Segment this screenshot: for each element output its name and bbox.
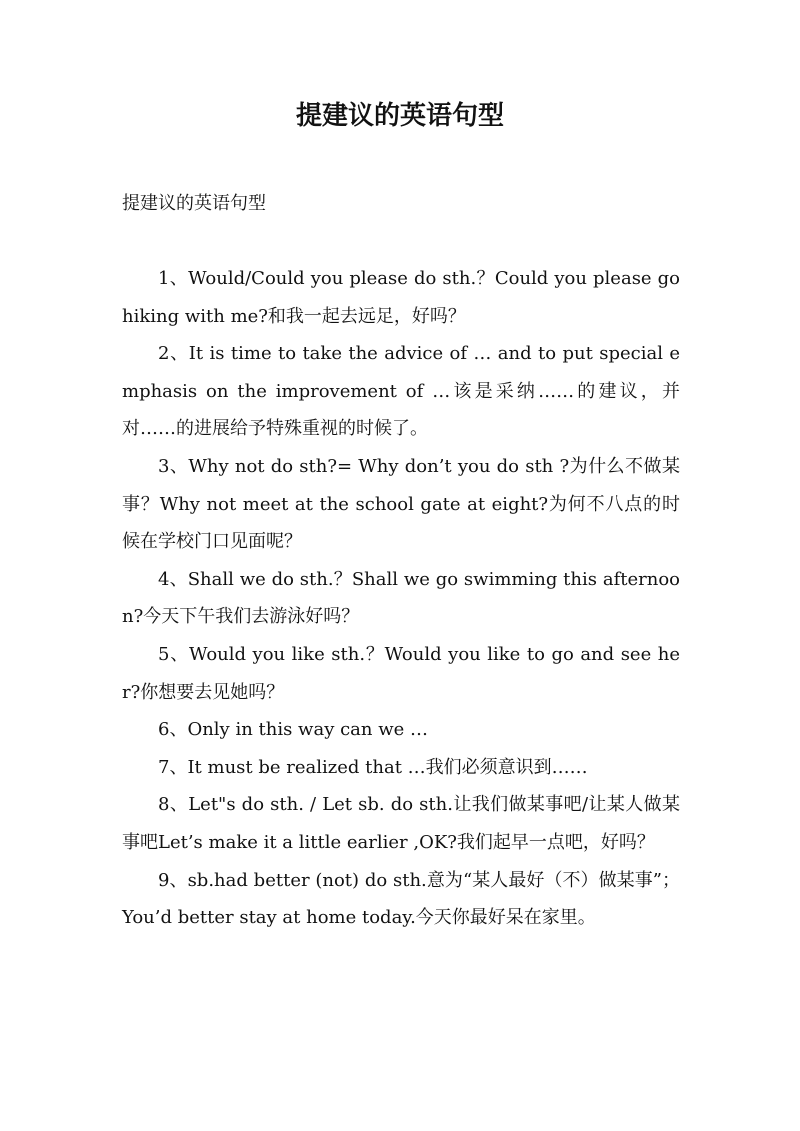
document-subtitle: 提建议的英语句型 bbox=[122, 193, 266, 214]
paragraph-7: 7、It must be realized that …我们必须意识到…… bbox=[158, 756, 588, 778]
paragraph-4: 4、Shall we do sth.？Shall we go swimming this afternoon?今天下午我们去游泳好吗？ bbox=[122, 568, 680, 628]
paragraph-8: 8、Let"s do sth. / Let sb. do sth.让我们做某事吧/让某人做某事吧Let’s make it a little earlier ,OK?我们起早一点吧，好吗？ bbox=[122, 794, 680, 853]
paragraph-2: 2、It is time to take the advice of … and to put special emphasis on the improvement of …该是采纳……的建议，并对……的进展给予特殊重视的时候了。 bbox=[122, 343, 680, 440]
paragraph-3: 3、Why not do sth?= Why don’t you do sth ?为什么不做某事？Why not meet at the school gate at eight?为何不八点的时候在学校门口见面呢？ bbox=[122, 455, 680, 553]
paragraph-1: 1、Would/Could you please do sth.？Could you please go hiking with me?和我一起去远足，好吗？ bbox=[122, 268, 680, 327]
paragraph-9: 9、sb.had better (not) do sth.意为“某人最好（不）做某事”；You’d better stay at home today.今天你最好呆在家里。 bbox=[122, 869, 680, 929]
document-body bbox=[122, 260, 680, 937]
paragraph-6: 6、Only in this way can we … bbox=[158, 719, 428, 741]
document-title: 提建议的英语句型 bbox=[295, 101, 504, 131]
paragraph-5: 5、Would you like sth.？Would you like to go and see her?你想要去见她吗？ bbox=[122, 643, 680, 703]
